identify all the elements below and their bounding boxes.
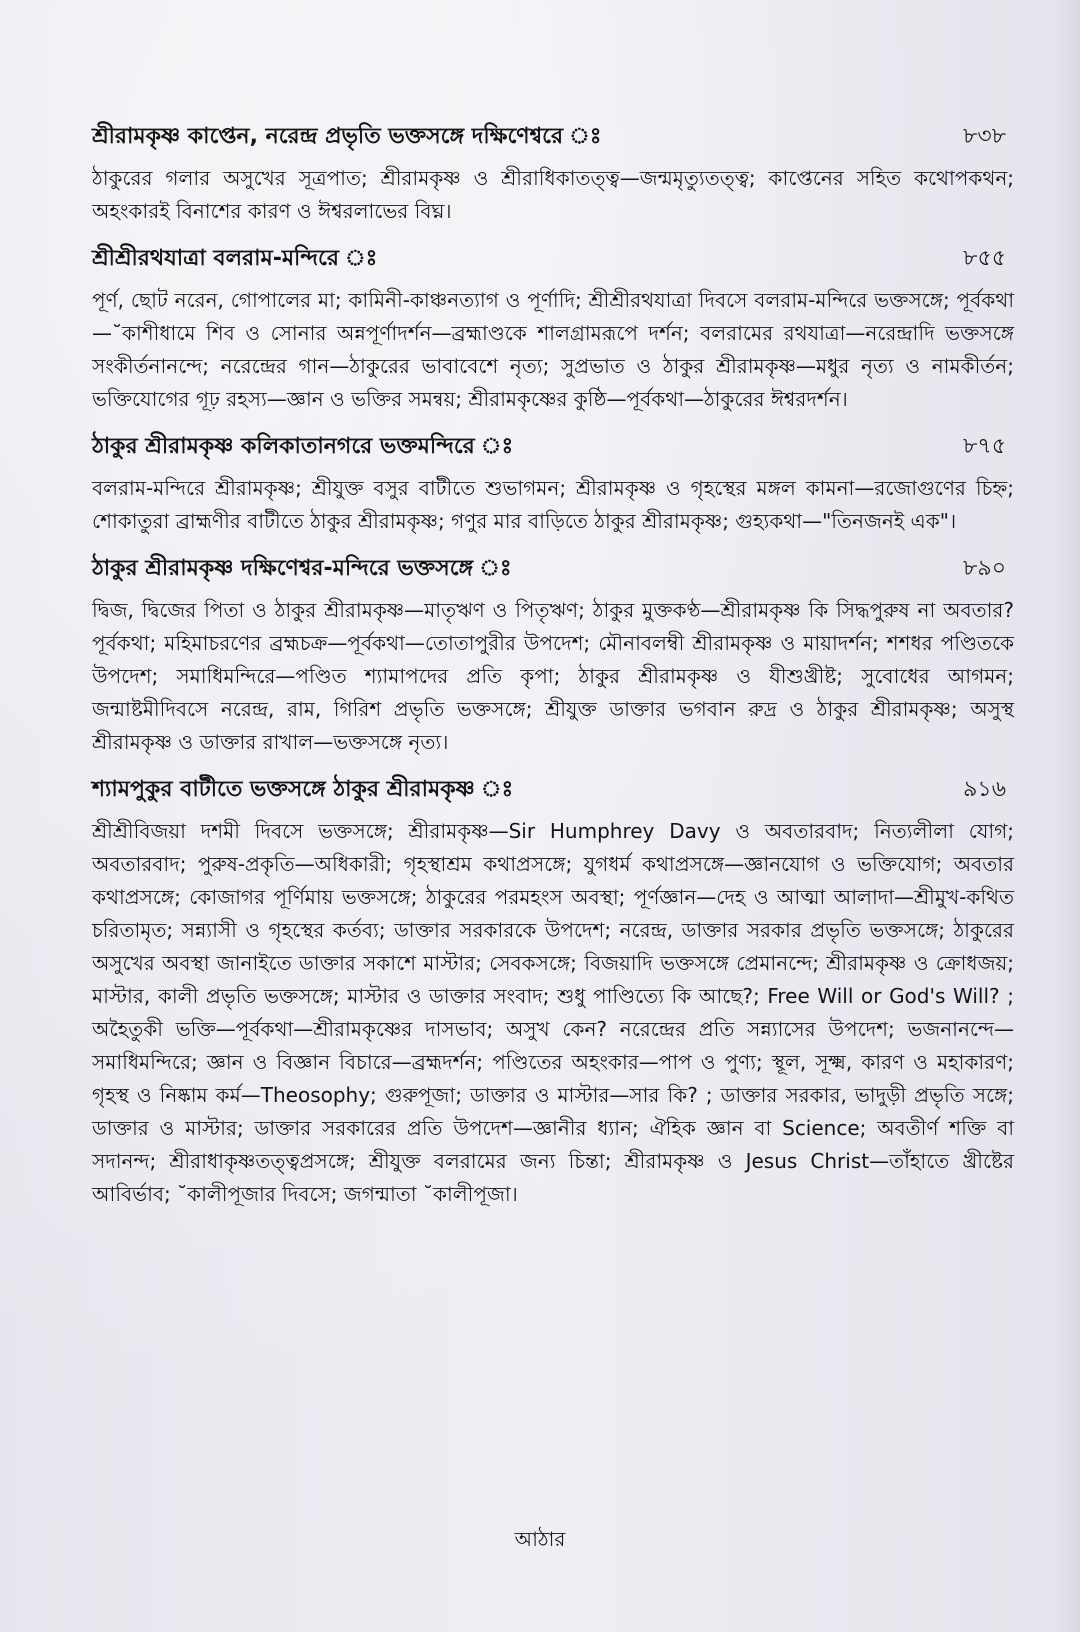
- toc-section-title: শ্যামপুকুর বাটীতে ভক্তসঙ্গে ঠাকুর শ্রীরামকৃষ্ণ ঃ: [92, 777, 514, 802]
- toc-section: [92, 122, 1014, 228]
- toc-section: [92, 775, 1014, 1211]
- toc-section-title: শ্রীরামকৃষ্ণ কাপ্তেন, নরেন্দ্র প্রভৃতি ভক্তসঙ্গে দক্ষিণেশ্বরে ঃ: [92, 124, 602, 149]
- toc-section-body: দ্বিজ, দ্বিজের পিতা ও ঠাকুর শ্রীরামকৃষ্ণ—মাতৃঋণ ও পিতৃঋণ; ঠাকুর মুক্তকণ্ঠ—শ্রীরামকৃষ্ণ কি সিদ্ধপুরুষ না অবতার? পূর্বকথা; মহিমাচরণের ব্রহ্মচক্র—পূর্বকথা—তোতাপুরীর উপদেশ; মৌনাবলম্বী শ্রীরামকৃষ্ণ ও মায়াদর্শন; শশধর পণ্ডিতকে উপদেশ; সমাধিমন্দিরে—পণ্ডিত শ্যামাপদের প্রতি কৃপা; ঠাকুর শ্রীরামকৃষ্ণ ও যীশুখ্রীষ্ট; সুবোধের আগমন; জন্মাষ্টমীদিবসে নরেন্দ্র, রাম, গিরিশ প্রভৃতি ভক্তসঙ্গে; শ্রীযুক্ত ডাক্তার ভগবান রুদ্র ও ঠাকুর শ্রীরামকৃষ্ণ; অসুস্থ শ্রীরামকৃষ্ণ ও ডাক্তার রাখাল—ভক্তসঙ্গে নৃত্য।: [92, 598, 1014, 754]
- page-edge-shadow: [1054, 0, 1080, 1632]
- toc-section: [92, 554, 1014, 759]
- toc-page-number: ৮৫৫: [963, 246, 1006, 271]
- toc-section-body: বলরাম-মন্দিরে শ্রীরামকৃষ্ণ; শ্রীযুক্ত বসুর বাটীতে শুভাগমন; শ্রীরামকৃষ্ণ ও গৃহস্থের মঙ্গল কামনা—রজোগুণের চিহ্ন; শোকাতুরা ব্রাহ্মণীর বাটীতে ঠাকুর শ্রীরামকৃষ্ণ; গণুর মার বাড়িতে ঠাকুর শ্রীরামকৃষ্ণ; গুহ্যকথা—"তিনজনই এক"।: [92, 476, 1014, 533]
- toc-section-title: ঠাকুর শ্রীরামকৃষ্ণ কলিকাতানগরে ভক্তমন্দিরে ঃ: [92, 434, 514, 459]
- toc-section-header: [92, 244, 1014, 274]
- toc-page-number: ৮৭৫: [963, 434, 1006, 459]
- toc-section-header: [92, 432, 1014, 462]
- toc-section-body: পূর্ণ, ছোট নরেন, গোপালের মা; কামিনী-কাঞ্চনত্যাগ ও পূর্ণাদি; শ্রীশ্রীরথযাত্রা দিবসে বলরাম-মন্দিরে ভক্তসঙ্গে; পূর্বকথা—˘কাশীধামে শিব ও সোনার অন্নপূর্ণাদর্শন—ব্রহ্মাণ্ডকে শালগ্রামরূপে দর্শন; বলরামের রথযাত্রা—নরেন্দ্রাদি ভক্তসঙ্গে সংকীর্তনানন্দে; নরেন্দ্রের গান—ঠাকুরের ভাবাবেশে নৃত্য; সুপ্রভাত ও ঠাকুর শ্রীরামকৃষ্ণ—মধুর নৃত্য ও নামকীর্তন; ভক্তিযোগের গূঢ় রহস্য—জ্ঞান ও ভক্তির সমন্বয়; শ্রীরামকৃষ্ণের কুষ্ঠি—পূর্বকথা—ঠাকুরের ঈশ্বরদর্শন।: [92, 288, 1014, 411]
- toc-section-body: শ্রীশ্রীবিজয়া দশমী দিবসে ভক্তসঙ্গে; শ্রীরামকৃষ্ণ—Sir Humphrey Davy ও অবতারবাদ; নিত্যলীলা যোগ; অবতারবাদ; পুরুষ-প্রকৃতি—অধিকারী; গৃহস্থাশ্রম কথাপ্রসঙ্গে; যুগধর্ম কথাপ্রসঙ্গে—জ্ঞানযোগ ও ভক্তিযোগ; অবতার কথাপ্রসঙ্গে; কোজাগর পূর্ণিমায় ভক্তসঙ্গে; ঠাকুরের পরমহংস অবস্থা; পূর্ণজ্ঞান—দেহ ও আত্মা আলাদা—শ্রীমুখ-কথিত চরিতামৃত; সন্ন্যাসী ও গৃহস্থের কর্তব্য; ডাক্তার সরকারকে উপদেশ; নরেন্দ্র, ডাক্তার সরকার প্রভৃতি ভক্তসঙ্গে; ঠাকুরের অসুখের অবস্থা জানাইতে ডাক্তার সকাশে মাস্টার; সেবকসঙ্গে; বিজয়াদি ভক্তসঙ্গে প্রেমানন্দে; শ্রীরামকৃষ্ণ ও ক্রোধজয়; মাস্টার, কালী প্রভৃতি ভক্তসঙ্গে; মাস্টার ও ডাক্তার সংবাদ; শুধু পাণ্ডিত্যে কি আছে?; Free Will or God's Will? ; অহৈতুকী ভক্তি—পূর্বকথা—শ্রীরামকৃষ্ণের দাসভাব; অসুখ কেন? নরেন্দ্রের প্রতি সন্ন্যাসের উপদেশ; ভজনানন্দে—সমাধিমন্দিরে; জ্ঞান ও বিজ্ঞান বিচারে—ব্রহ্মদর্শন; পণ্ডিতের অহংকার—পাপ ও পুণ্য; স্থূল, সূক্ষ্ম, কারণ ও মহাকারণ; গৃহস্থ ও নিষ্কাম কর্ম—Theosophy; গুরুপূজা; ডাক্তার ও মাস্টার—সার কি? ; ডাক্তার সরকার, ভাদুড়ী প্রভৃতি সঙ্গে; ডাক্তার ও মাস্টার; ডাক্তার সরকারের প্রতি উপদেশ—জ্ঞানীর ধ্যান; ঐহিক জ্ঞান বা Science; অবতীর্ণ শক্তি বা সদানন্দ; শ্রীরাধাকৃষ্ণতত্ত্বপ্রসঙ্গে; শ্রীযুক্ত বলরামের জন্য চিন্তা; শ্রীরামকৃষ্ণ ও Jesus Christ—তাঁহাতে খ্রীষ্টের আবির্ভাব; ˘কালীপূজার দিবসে; জগন্মাতা ˘কালীপূজা।: [92, 819, 1014, 1206]
- toc-section-body: ঠাকুরের গলার অসুখের সূত্রপাত; শ্রীরামকৃষ্ণ ও শ্রীরাধিকাতত্ত্ব—জন্মমৃত্যুতত্ত্ব; কাপ্তেনের সহিত কথোপকথন; অহংকারই বিনাশের কারণ ও ঈশ্বরলাভের বিঘ্ন।: [92, 166, 1014, 223]
- toc-page-number: ৯১৬: [963, 777, 1006, 802]
- toc-page-number: ৮৩৮: [963, 124, 1006, 149]
- toc-page-number: ৮৯০: [963, 556, 1006, 581]
- toc-section-title: ঠাকুর শ্রীরামকৃষ্ণ দক্ষিণেশ্বর-মন্দিরে ভক্তসঙ্গে ঃ: [92, 556, 512, 581]
- toc-section-header: [92, 775, 1014, 805]
- table-of-contents: [92, 122, 1014, 1227]
- toc-section-header: [92, 122, 1014, 152]
- toc-section-title: শ্রীশ্রীরথযাত্রা বলরাম-মন্দিরে ঃ: [92, 246, 378, 271]
- toc-section-header: [92, 554, 1014, 584]
- toc-section: [92, 244, 1014, 416]
- page-footer-label: আঠার: [514, 1527, 566, 1551]
- toc-section: [92, 432, 1014, 538]
